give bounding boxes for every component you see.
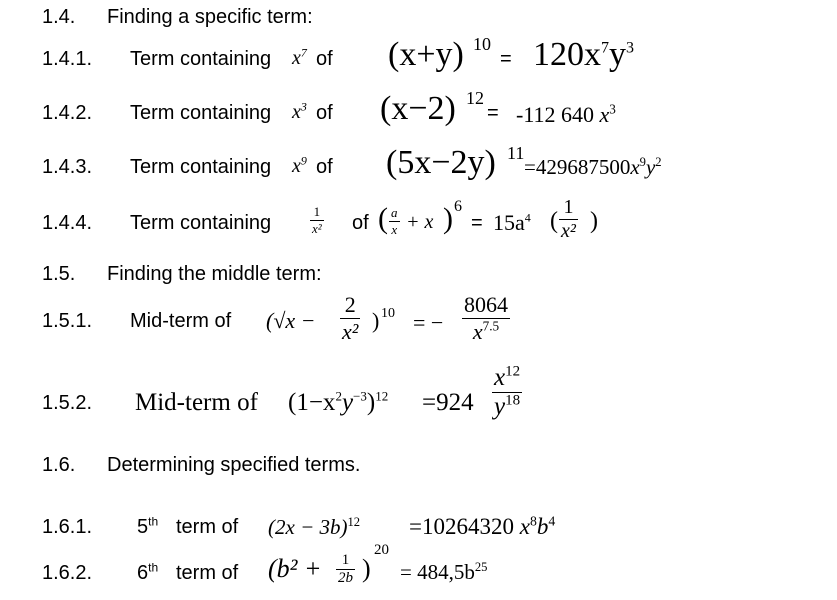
result: =10264320 $x^8b^4$ <box>409 513 556 539</box>
section-title: Finding a specific term: <box>107 6 313 28</box>
result: $15a^4$ <box>493 210 531 235</box>
fraction-1-over-2b: $\frac{1}{2b}$ <box>338 552 353 586</box>
result-close-paren: ) <box>590 208 598 234</box>
result-fraction: $\frac{8064}{x^{7.5}}$ <box>464 292 508 344</box>
item-label: Term containing <box>130 102 272 124</box>
of-word: of <box>316 102 333 124</box>
power: 10 <box>473 34 491 54</box>
fraction-a-over-x: $\frac{a}{x}$ <box>391 205 398 237</box>
result-open-paren: ( <box>550 208 558 234</box>
item-number: 1.4.1. <box>42 48 93 70</box>
plus-x: + x <box>406 211 434 233</box>
item-label: Mid-term of <box>135 389 258 416</box>
power: 10 <box>381 306 395 321</box>
close-paren: ) <box>372 308 380 333</box>
section-number: 1.6. <box>42 454 76 476</box>
item-label: Term containing <box>130 212 272 234</box>
item-number: 1.4.3. <box>42 156 93 178</box>
equals-coefficient: =924 <box>422 389 474 416</box>
binomial-expression: $(2x - 3b)^{12}$ <box>268 515 361 539</box>
variable: $x^3$ <box>292 99 307 123</box>
result: = $484,5b^{25}$ <box>400 560 488 584</box>
item-number: 1.4.4. <box>42 212 93 234</box>
item-label: term of <box>176 516 239 538</box>
section-title: Finding the middle term: <box>107 263 322 285</box>
expression-open: (b² + <box>268 554 322 583</box>
binomial-expression: (x−2) <box>380 90 456 127</box>
item-label: Term containing <box>130 156 272 178</box>
item-label: Mid-term of <box>130 310 232 332</box>
equals-sign: = <box>500 48 512 70</box>
item-number: 1.6.2. <box>42 562 93 584</box>
fraction-one-over-x-squared: $\frac{1}{\text{x²}}$ <box>312 204 322 236</box>
item-label: term of <box>176 562 239 584</box>
binomial-expression: (x+y) <box>388 36 464 73</box>
variable: $x^7$ <box>292 45 307 69</box>
section-number: 1.5. <box>42 263 76 285</box>
power: 12 <box>466 88 484 108</box>
equals-minus: = − <box>413 310 444 335</box>
equals-sign: = <box>471 212 483 234</box>
power: 11 <box>507 143 525 163</box>
ordinal: 6th <box>137 560 159 584</box>
close-paren: ) <box>362 554 371 583</box>
close-paren: ) <box>443 202 453 235</box>
item-number: 1.5.1. <box>42 310 93 332</box>
expression: $(1-x^2y^{-3})^{12}$ <box>288 388 389 416</box>
of-word: of <box>316 48 333 70</box>
result: -112 640 $x^3$ <box>516 101 616 127</box>
variable: $x^9$ <box>292 153 307 177</box>
result: $120x^7y^3$ <box>533 36 634 73</box>
binomial-expression: (5x−2y) <box>386 144 496 181</box>
result-fraction: $\frac{x^{12}}{y^{18}}$ <box>494 363 521 420</box>
item-number: 1.6.1. <box>42 516 93 538</box>
expression-open: (√x − <box>266 308 316 333</box>
power: 6 <box>454 198 462 215</box>
of-word: of <box>352 212 369 234</box>
power: 20 <box>374 542 389 558</box>
item-label: Term containing <box>130 48 272 70</box>
item-number: 1.4.2. <box>42 102 93 124</box>
open-paren: ( <box>378 202 388 235</box>
of-word: of <box>316 156 333 178</box>
item-number: 1.5.2. <box>42 392 93 414</box>
section-number: 1.4. <box>42 6 76 28</box>
section-title: Determining specified terms. <box>107 454 361 476</box>
result-fraction: $\frac{1}{\text{x²}}$ <box>561 196 576 242</box>
ordinal: 5th <box>137 514 159 538</box>
fraction-2-over-x-squared: $\frac{2}{\text{x²}}$ <box>342 292 359 344</box>
equals-sign: = <box>487 102 499 124</box>
result: $=429687500x^9y^2$ <box>524 155 662 179</box>
